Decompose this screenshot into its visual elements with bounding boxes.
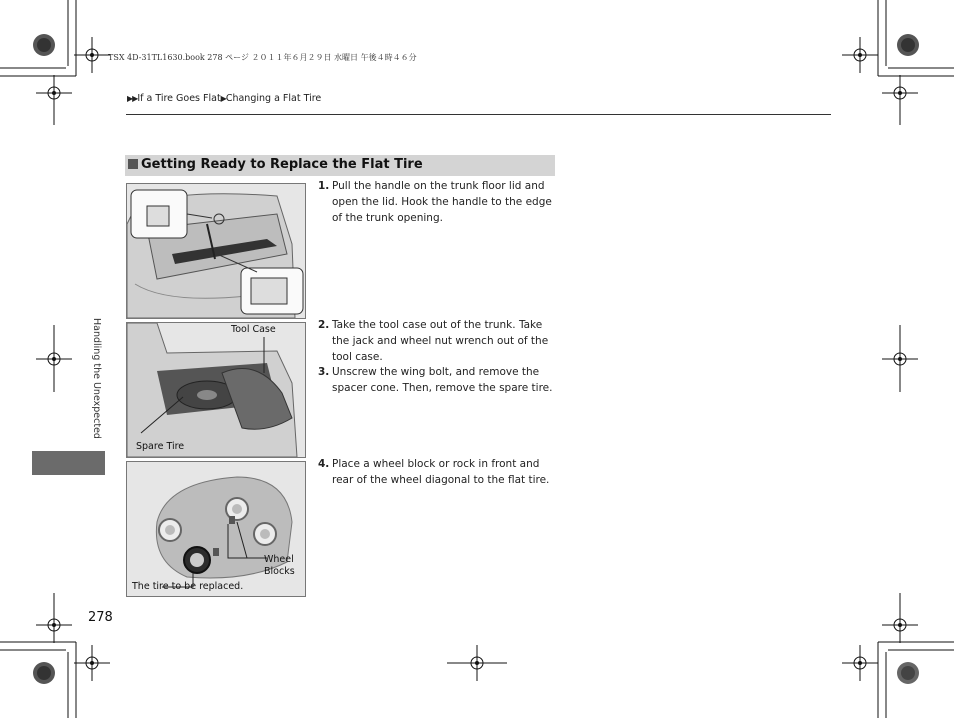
breadcrumb xyxy=(127,93,321,104)
figure-tool-case xyxy=(126,322,306,458)
trunk-lid-illustration xyxy=(127,184,305,318)
step-3-text: Unscrew the wing bolt, and remove the spacer cone. Then, remove the spare tire. xyxy=(332,366,553,394)
label-spare-tire: Spare Tire xyxy=(136,441,185,452)
section-title: Getting Ready to Replace the Flat Tire xyxy=(128,157,423,172)
label-tire-to-replace: The tire to be replaced. xyxy=(132,581,244,592)
figure-wheel-blocks xyxy=(126,461,306,597)
step-3-number: 3. xyxy=(318,366,330,378)
step-4 xyxy=(318,457,556,489)
step-1-number: 1. xyxy=(318,180,330,192)
page-number: 278 xyxy=(88,610,113,625)
step-4-text: Place a wheel block or rock in front and rear of the wheel diagonal to the flat tire. xyxy=(332,458,550,486)
step-2-number: 2. xyxy=(318,319,330,331)
tool-case-illustration xyxy=(127,323,305,457)
square-bullet-icon xyxy=(128,159,138,169)
breadcrumb-separator: ▶ xyxy=(220,94,226,103)
step-2 xyxy=(318,318,554,365)
label-wheel-blocks-1: Wheel xyxy=(264,554,294,565)
label-tool-case: Tool Case xyxy=(231,324,276,335)
step-1 xyxy=(318,179,554,226)
step-3 xyxy=(318,365,554,397)
breadcrumb-item-flat-tire[interactable]: If a Tire Goes Flat xyxy=(137,93,221,104)
breadcrumb-arrows: ▶▶ xyxy=(127,94,138,103)
step-4-number: 4. xyxy=(318,458,330,470)
chapter-side-label: Handling the Unexpected xyxy=(91,318,102,439)
breadcrumb-item-changing[interactable]: Changing a Flat Tire xyxy=(225,93,322,104)
print-info: TSX 4D-31TL1630.book 278 ページ ２０１１年６月２９日 水曜日 午後４時４６分 xyxy=(108,53,417,62)
label-wheel-blocks-2: Blocks xyxy=(264,566,295,577)
figure-trunk-lid xyxy=(126,183,306,319)
step-2-text: Take the tool case out of the trunk. Take the jack and wheel nut wrench out of the tool case. xyxy=(332,319,549,363)
chapter-tab[interactable] xyxy=(32,451,105,475)
header-rule xyxy=(126,114,831,115)
step-1-text: Pull the handle on the trunk floor lid and open the lid. Hook the handle to the edge of the trunk opening. xyxy=(332,180,552,224)
